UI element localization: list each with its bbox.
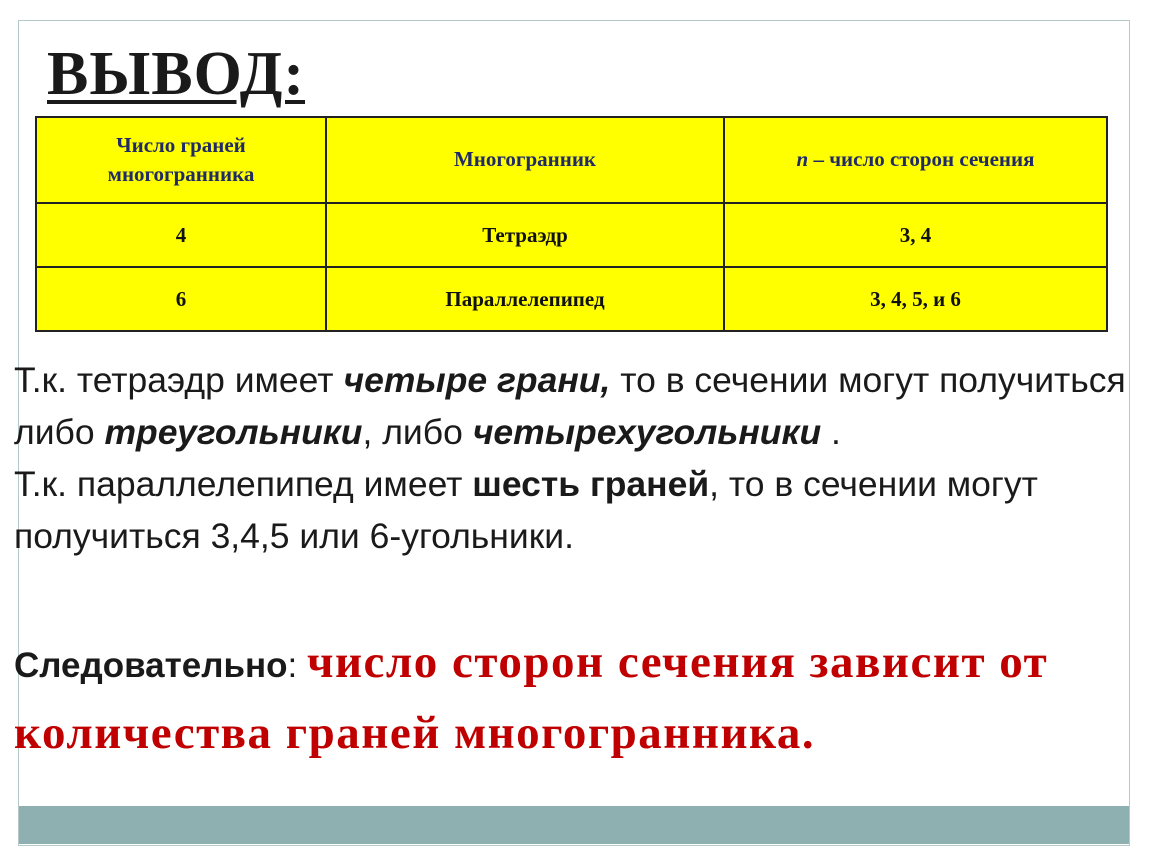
slide-title: ВЫВОД: — [47, 40, 306, 108]
explanation-text: , то в сечении могут получиться 3,4,5 или 6-угольники. — [14, 464, 1038, 556]
explanation-text: то в сечении могут получиться либо — [14, 360, 1126, 452]
header-section-sides — [724, 117, 1107, 203]
emphasis-six-faces: шесть граней — [472, 464, 710, 504]
summary-table — [35, 116, 1108, 332]
emphasis-quadrilaterals: четырехугольники — [472, 412, 822, 452]
cell-sides: 3, 4, 5, и 6 — [724, 267, 1107, 331]
explanation-text: . — [821, 412, 841, 452]
emphasis-triangles: треугольники — [104, 412, 363, 452]
header-n-variable: n — [796, 147, 809, 172]
table-row — [36, 267, 1107, 331]
explanation-text: , либо — [362, 412, 473, 452]
footer-bar — [19, 806, 1129, 844]
cell-polyhedron: Параллелепипед — [326, 267, 724, 331]
table-header-row — [36, 117, 1107, 203]
conclusion-colon: : — [287, 646, 307, 685]
explanation-paragraph — [14, 354, 1139, 562]
explanation-text: Т.к. параллелепипед имеет — [14, 464, 473, 504]
emphasis-four-faces: четыре грани, — [343, 360, 611, 400]
table-row — [36, 203, 1107, 267]
cell-faces: 4 — [36, 203, 326, 267]
conclusion-statement: число сторон сечения зависит от количества граней многогранника. — [14, 636, 1049, 759]
conclusion — [14, 632, 1139, 774]
explanation-text: Т.к. тетраэдр имеет — [14, 360, 344, 400]
header-polyhedron: Многогранник — [326, 117, 724, 203]
cell-faces: 6 — [36, 267, 326, 331]
conclusion-label: Следовательно — [14, 646, 288, 685]
header-section-sides-label: – число сторон сечения — [813, 147, 1035, 172]
cell-polyhedron: Тетраэдр — [326, 203, 724, 267]
cell-sides: 3, 4 — [724, 203, 1107, 267]
header-faces-count: Число граней многогранника — [36, 117, 326, 203]
